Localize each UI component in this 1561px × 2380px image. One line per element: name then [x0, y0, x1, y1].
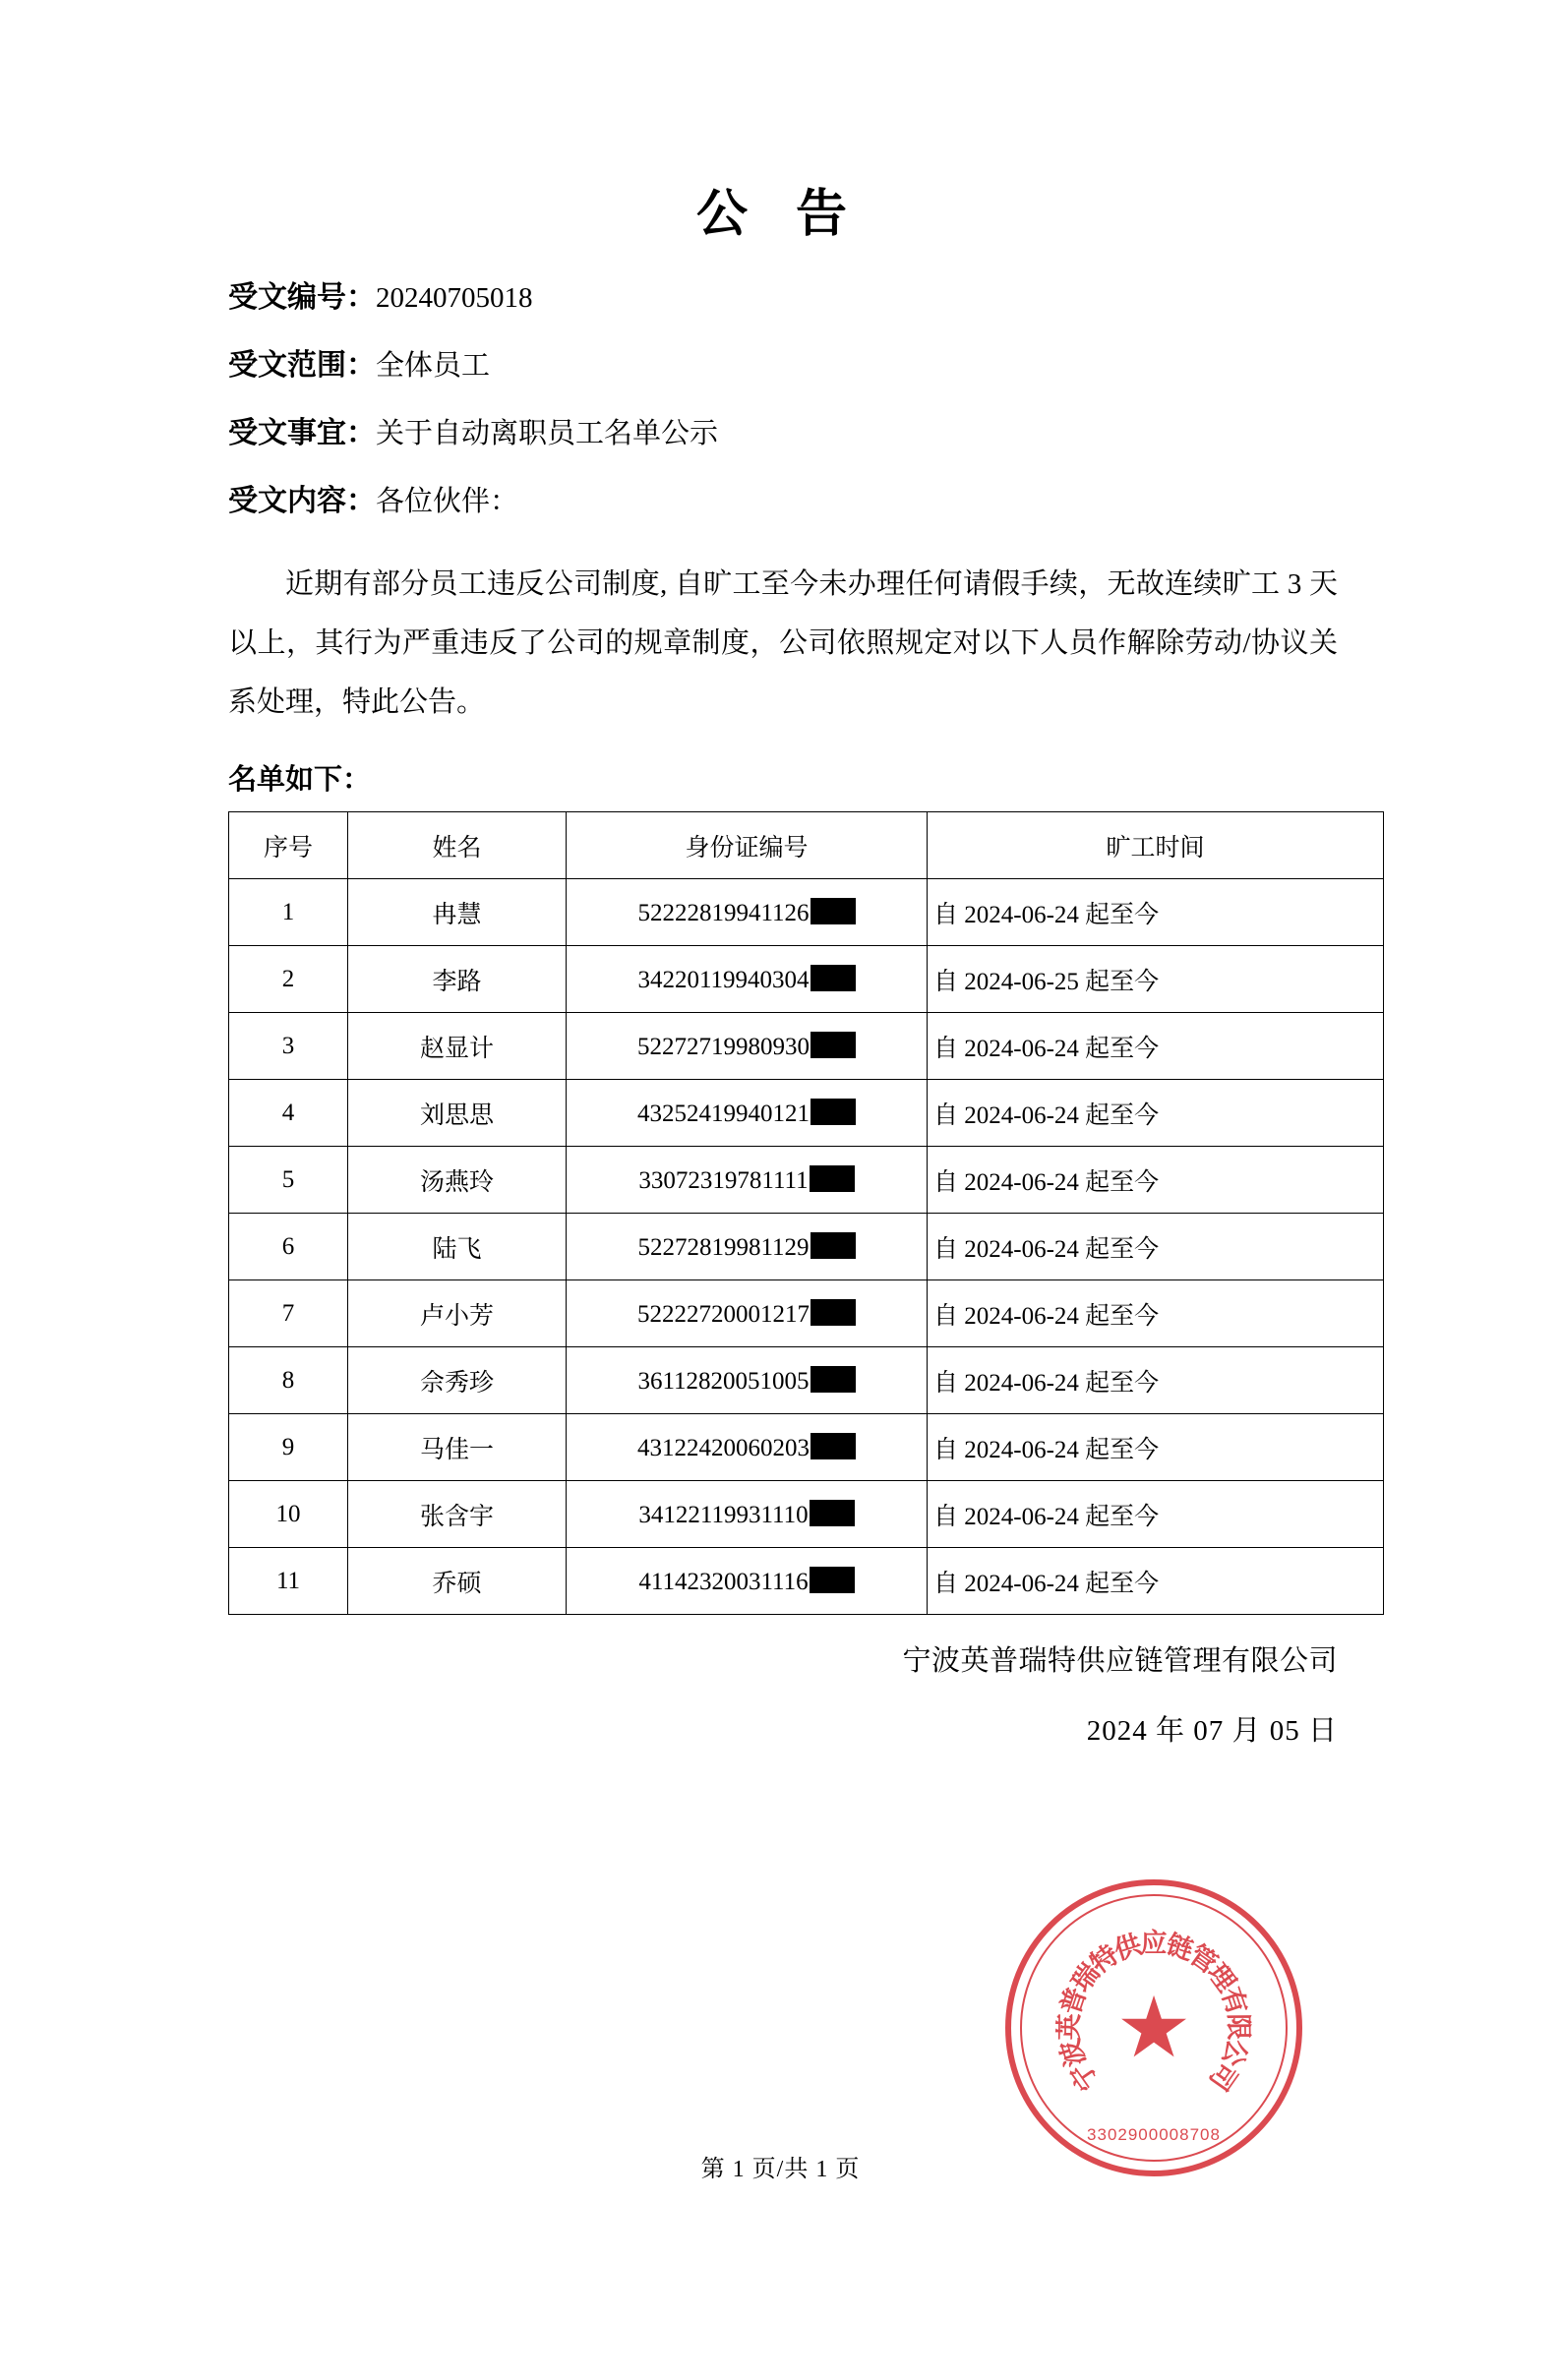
seal-ring-text	[1011, 1885, 1296, 2171]
table-header-row	[229, 812, 1384, 879]
cell-id-text: 34220119940304	[637, 966, 810, 993]
cell-name: 冉慧	[348, 879, 567, 946]
redaction-bar-icon	[811, 1433, 856, 1459]
company-seal-icon: 宁 波 英 普 瑞 特 供 应 链 管 理 有 限 公 司 ★ 3302900008708	[1005, 1879, 1302, 2176]
cell-id-text: 36112820051005	[637, 1367, 810, 1395]
redaction-bar-icon	[811, 1232, 856, 1259]
cell-id	[567, 946, 928, 1013]
table-row	[229, 1414, 1384, 1481]
cell-time: 自 2024-06-24 起至今	[928, 1013, 1384, 1080]
table-header-index: 序号	[229, 812, 348, 879]
cell-name: 马佳一	[348, 1414, 567, 1481]
field-scope-label: 受文范围：	[228, 349, 376, 382]
signature-block	[228, 1638, 1340, 1749]
seal-ring-char: 有	[1216, 1984, 1253, 2019]
cell-id-text: 33072319781111	[638, 1166, 809, 1194]
field-subject	[228, 419, 1340, 448]
table-header-name: 姓名	[348, 812, 567, 879]
table-row	[229, 1147, 1384, 1214]
cell-time: 自 2024-06-24 起至今	[928, 1080, 1384, 1147]
cell-time: 自 2024-06-24 起至今	[928, 1347, 1384, 1414]
field-content-value: 各位伙伴：	[376, 486, 519, 517]
field-scope-value: 全体员工	[376, 350, 491, 382]
seal-ring-char: 特	[1085, 1939, 1124, 1980]
cell-name: 陆飞	[348, 1214, 567, 1280]
seal-code: 3302900008708	[1087, 2125, 1221, 2144]
cell-name: 卢小芳	[348, 1280, 567, 1347]
cell-time: 自 2024-06-24 起至今	[928, 1548, 1384, 1615]
page-footer: 第 1 页/共 1 页	[700, 2157, 861, 2182]
cell-id	[567, 1280, 928, 1347]
seal-ring-char: 理	[1202, 1958, 1242, 1997]
seal-ring-char: 管	[1183, 1939, 1223, 1980]
cell-id	[567, 1548, 928, 1615]
cell-id	[567, 1414, 928, 1481]
list-label: 名单如下：	[228, 764, 372, 796]
table-row	[229, 1280, 1384, 1347]
table-row	[229, 1548, 1384, 1615]
field-subject-value: 关于自动离职员工名单公示	[376, 418, 719, 449]
cell-id	[567, 879, 928, 946]
cell-name: 刘思思	[348, 1080, 567, 1147]
seal-ring-char: 英	[1053, 2013, 1085, 2041]
cell-time: 自 2024-06-25 起至今	[928, 946, 1384, 1013]
cell-id-text: 52222819941126	[637, 899, 810, 926]
seal-ring-char: 应	[1140, 1929, 1168, 1958]
table-row	[229, 879, 1384, 946]
cell-index: 7	[229, 1280, 348, 1347]
cell-index: 1	[229, 879, 348, 946]
seal-ring-char: 链	[1162, 1929, 1197, 1966]
document-page	[0, 172, 1561, 2380]
redaction-bar-icon	[811, 898, 856, 924]
table-header-time: 旷工时间	[928, 812, 1384, 879]
cell-index: 3	[229, 1013, 348, 1080]
seal-ring-char: 波	[1054, 2036, 1092, 2070]
cell-id-text: 34122119931110	[638, 1501, 809, 1528]
seal-ring-char: 普	[1054, 1984, 1092, 2019]
signature-date: 2024 年 07 月 05 日	[1086, 1715, 1338, 1747]
body-paragraph: 近期有部分员工违反公司制度, 自旷工至今未办理任何请假手续，无故连续旷工 3 天以上，其行为严重违反了公司的规章制度，公司依照规定对以下人员作解除劳动/协议关系处理，特此公告。	[228, 568, 1338, 718]
seal-inner-ring	[1020, 1894, 1288, 2162]
cell-time: 自 2024-06-24 起至今	[928, 1414, 1384, 1481]
redaction-bar-icon	[811, 1366, 856, 1393]
redaction-bar-icon	[810, 1500, 855, 1526]
field-doc-number	[228, 283, 1340, 313]
cell-time: 自 2024-06-24 起至今	[928, 1280, 1384, 1347]
cell-name: 李路	[348, 946, 567, 1013]
cell-index: 9	[229, 1414, 348, 1481]
signature-company: 宁波英普瑞特供应链管理有限公司	[902, 1645, 1338, 1677]
field-doc-number-value: 20240705018	[376, 282, 533, 314]
cell-index: 11	[229, 1548, 348, 1615]
table-row	[229, 1214, 1384, 1280]
redaction-bar-icon	[811, 965, 856, 991]
table-row	[229, 1013, 1384, 1080]
field-subject-label: 受文事宜：	[228, 417, 376, 449]
cell-id	[567, 1347, 928, 1414]
redaction-bar-icon	[811, 1099, 856, 1125]
field-content	[228, 487, 1340, 516]
table-row	[229, 1481, 1384, 1548]
document-content	[228, 283, 1340, 1749]
cell-index: 2	[229, 946, 348, 1013]
seal-ring-char: 司	[1203, 2056, 1243, 2096]
page-title: 公 告	[695, 187, 865, 243]
cell-id-text: 52272719980930	[637, 1033, 810, 1060]
redaction-bar-icon	[811, 1032, 856, 1058]
cell-id	[567, 1080, 928, 1147]
cell-time: 自 2024-06-24 起至今	[928, 1214, 1384, 1280]
cell-time: 自 2024-06-24 起至今	[928, 1481, 1384, 1548]
cell-id-text: 52272819981129	[637, 1233, 810, 1261]
redaction-bar-icon	[811, 1299, 856, 1326]
cell-index: 8	[229, 1347, 348, 1414]
field-doc-number-label: 受文编号：	[228, 281, 376, 314]
cell-id	[567, 1013, 928, 1080]
cell-name: 乔硕	[348, 1548, 567, 1615]
employee-table	[228, 811, 1384, 1615]
cell-name: 汤燕玲	[348, 1147, 567, 1214]
cell-name: 张含宇	[348, 1481, 567, 1548]
redaction-bar-icon	[810, 1567, 855, 1593]
cell-index: 10	[229, 1481, 348, 1548]
cell-id	[567, 1214, 928, 1280]
cell-id-text: 52222720001217	[637, 1300, 810, 1328]
table-row	[229, 946, 1384, 1013]
cell-id	[567, 1147, 928, 1214]
table-row	[229, 1080, 1384, 1147]
cell-id-text: 41142320031116	[638, 1568, 809, 1595]
cell-index: 5	[229, 1147, 348, 1214]
seal-ring-char: 公	[1216, 2036, 1253, 2070]
seal-ring-char: 限	[1223, 2013, 1254, 2041]
field-content-label: 受文内容：	[228, 485, 376, 517]
seal-ring-char: 瑞	[1065, 1958, 1106, 1997]
field-scope	[228, 351, 1340, 381]
redaction-bar-icon	[810, 1165, 855, 1192]
seal-ring-char: 宁	[1064, 2056, 1105, 2096]
cell-time: 自 2024-06-24 起至今	[928, 1147, 1384, 1214]
cell-id-text: 43252419940121	[637, 1100, 810, 1127]
table-row	[229, 1347, 1384, 1414]
cell-time: 自 2024-06-24 起至今	[928, 879, 1384, 946]
cell-id-text: 43122420060203	[637, 1434, 810, 1461]
table-header-id: 身份证编号	[567, 812, 928, 879]
cell-index: 6	[229, 1214, 348, 1280]
cell-id	[567, 1481, 928, 1548]
cell-name: 佘秀珍	[348, 1347, 567, 1414]
cell-name: 赵显计	[348, 1013, 567, 1080]
cell-index: 4	[229, 1080, 348, 1147]
seal-ring-char: 供	[1111, 1929, 1146, 1966]
